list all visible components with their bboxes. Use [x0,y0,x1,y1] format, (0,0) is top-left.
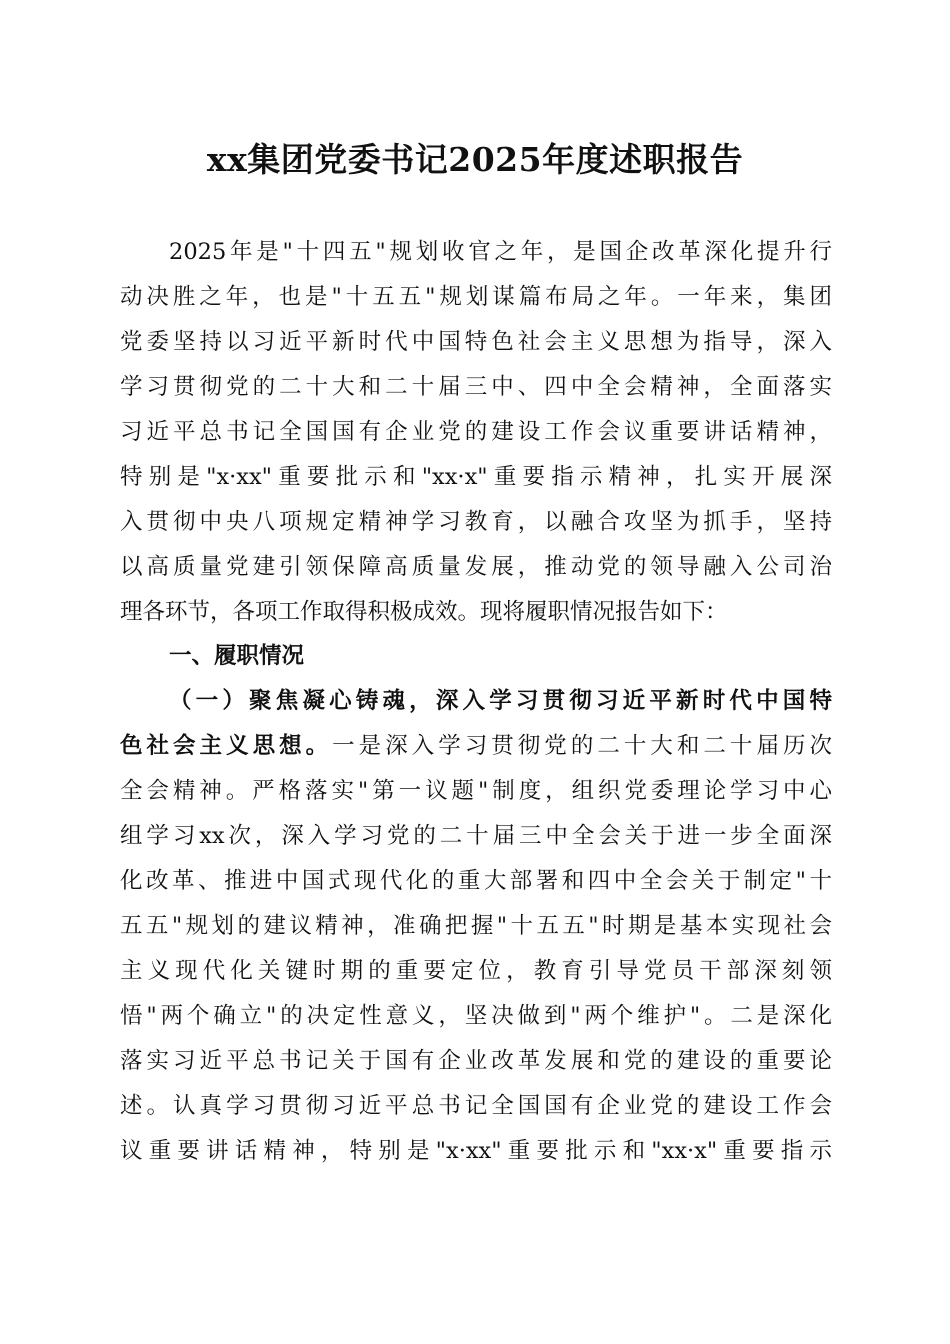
document-title: xx集团党委书记2025年度述职报告 [206,140,744,179]
intro-line: 特别是"x·xx"重要批示和"xx·x"重要指示精神，扎实开展深 [120,464,832,490]
intro-line: 动决胜之年，也是"十五五"规划谋篇布局之年。一年来，集团 [120,284,832,310]
section-heading: 一、履职情况 [169,643,305,669]
body-line: 全会精神。严格落实"第一议题"制度，组织党委理论学习中心 [120,778,832,804]
body-line: 五五"规划的建议精神，准确把握"十五五"时期是基本实现社会 [120,913,832,939]
body-line: 化改革、推进中国式现代化的重大部署和四中全会关于制定"十 [120,868,832,894]
body-text: 一是深入学习贯彻党的二十大和二十届历次 [332,733,832,759]
body-line: 落实习近平总书记关于国有企业改革发展和党的建设的重要论 [120,1048,832,1074]
intro-line: 以高质量党建引领保障高质量发展，推动党的领导融入公司治 [120,554,832,580]
intro-line: 习近平总书记全国国有企业党的建设工作会议重要讲话精神， [120,419,832,445]
body-line-mixed [120,731,832,761]
subsection-title-line: （一）聚焦凝心铸魂，深入学习贯彻习近平新时代中国特 [169,688,832,714]
body-line: 组学习xx次，深入学习党的二十届三中全会关于进一步全面深 [120,823,832,849]
intro-line: 学习贯彻党的二十大和二十届三中、四中全会精神，全面落实 [120,374,832,400]
body-line: 悟"两个确立"的决定性意义，坚决做到"两个维护"。二是深化 [120,1003,832,1029]
intro-line: 2025年是"十四五"规划收官之年，是国企改革深化提升行 [169,239,832,265]
body-line: 主义现代化关键时期的重要定位，教育引导党员干部深刻领 [120,958,832,984]
body-line: 议重要讲话精神，特别是"x·xx"重要批示和"xx·x"重要指示 [120,1138,832,1164]
intro-line: 入贯彻中央八项规定精神学习教育，以融合攻坚为抓手，坚持 [120,509,832,535]
intro-line: 理各环节，各项工作取得积极成效。现将履职情况报告如下： [120,599,728,625]
subsection-title-tail: 色社会主义思想。 [120,733,333,759]
body-line: 述。认真学习贯彻习近平总书记全国国有企业党的建设工作会 [120,1093,832,1119]
intro-line: 党委坚持以习近平新时代中国特色社会主义思想为指导，深入 [120,329,832,355]
